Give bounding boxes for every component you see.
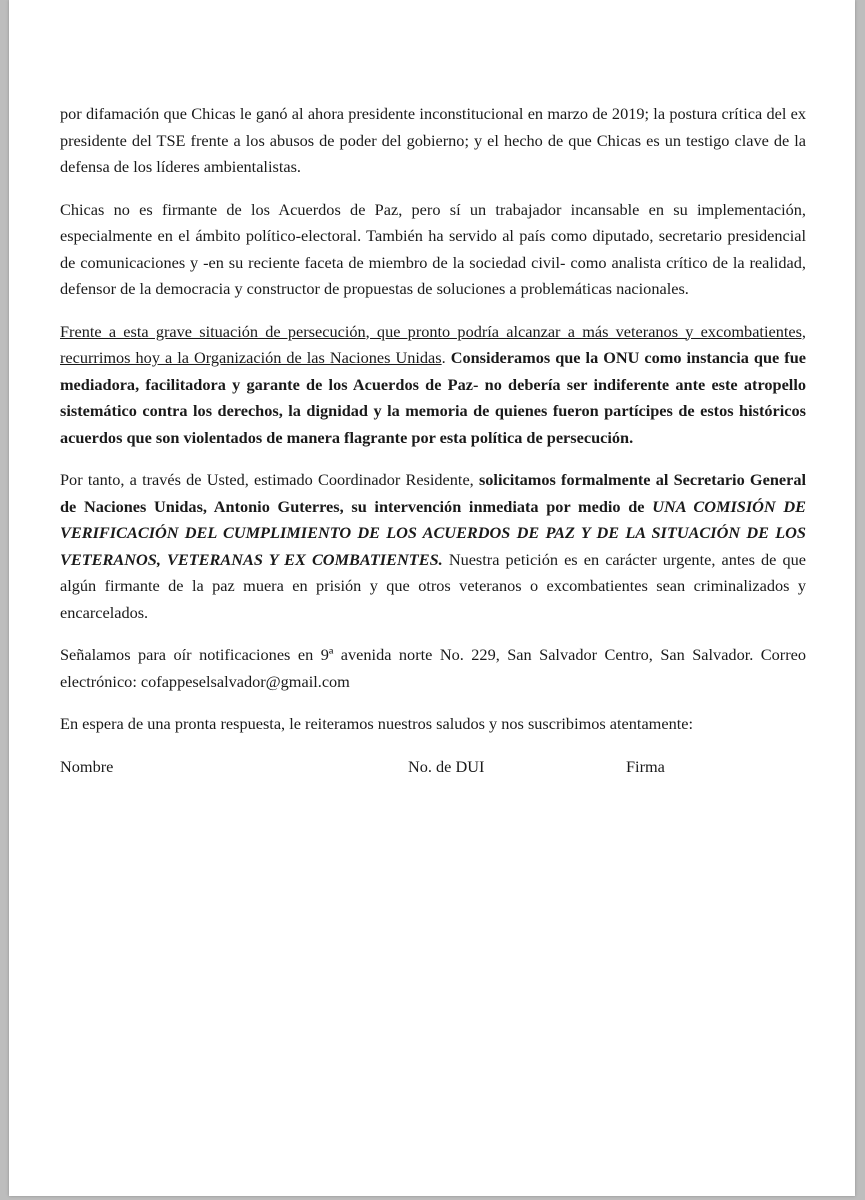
paragraph-closing: En espera de una pronta respuesta, le reiteramos nuestros saludos y nos suscribimos atentamente: bbox=[60, 714, 693, 733]
bold-statement: Consideramos que la ONU como instancia que fue mediadora, facilitadora y garante de los Acuerdos de Paz- no debería ser indiferente ante este atropello sistemático contra los derechos, la dignidad y la memoria de quienes fueron partícipes de estos históricos acuerdos que son violentados de manera flagrante por esta política de persecución. bbox=[60, 348, 806, 447]
period: . bbox=[441, 348, 446, 367]
document-body bbox=[60, 101, 806, 780]
solicitud-intro: Por tanto, a través de Usted, estimado Coordinador Residente, bbox=[60, 470, 474, 489]
solicitud-end: Nuestra petición es en carácter urgente, antes de que algún firmante de la paz muera en prisión y que otros veteranos o excombatientes sean criminalizados y encarcelados. bbox=[60, 549, 807, 622]
paragraph-onu-request bbox=[60, 319, 806, 452]
paragraph-difamacion: por difamación que Chicas le ganó al ahora presidente inconstitucional en marzo de 2019; la postura crítica del ex presidente del TSE frente a los abusos de poder del gobierno; y el hecho de que Chicas es un testigo clave de la defensa de los líderes ambientalistas. bbox=[60, 104, 806, 176]
column-nombre: Nombre bbox=[60, 756, 114, 776]
paragraph-solicitud bbox=[60, 467, 806, 626]
underlined-appeal: Frente a esta grave situación de persecución, que pronto podría alcanzar a más veteranos y excombatientes, recurrimos hoy a la Organización de las Naciones Unidas bbox=[60, 321, 806, 367]
column-dui: No. de DUI bbox=[408, 756, 485, 776]
document-page bbox=[9, 0, 855, 1196]
solicitud-bold: solicitamos formalmente al Secretario General de Naciones Unidas, Antonio Guterres, su intervención inmediata por medio de bbox=[60, 470, 806, 516]
signature-table-header bbox=[60, 754, 806, 780]
paragraph-chicas: Chicas no es firmante de los Acuerdos de Paz, pero sí un trabajador incansable en su implementación, especialmente en el ámbito político-electoral. También ha servido al país como diputado, secretario presidencial de comunicaciones y -en su reciente faceta de miembro de la sociedad civil- como analista crítico de la realidad, defensor de la democracia y constructor de propuestas de soluciones a problemáticas nacionales. bbox=[60, 199, 806, 298]
commission-title: UNA COMISIÓN DE VERIFICACIÓN DEL CUMPLIMIENTO DE LOS ACUERDOS DE PAZ Y DE LA SITUACIÓN DE LOS VETERANOS, VETERANAS Y EX COMBATIENTES. bbox=[60, 496, 806, 569]
paragraph-notificaciones: Señalamos para oír notificaciones en 9ª avenida norte No. 229, San Salvador Centro, San Salvador. Correo electrónico: cofappeselsalvador@gmail.com bbox=[60, 645, 806, 691]
column-firma: Firma bbox=[626, 756, 665, 776]
